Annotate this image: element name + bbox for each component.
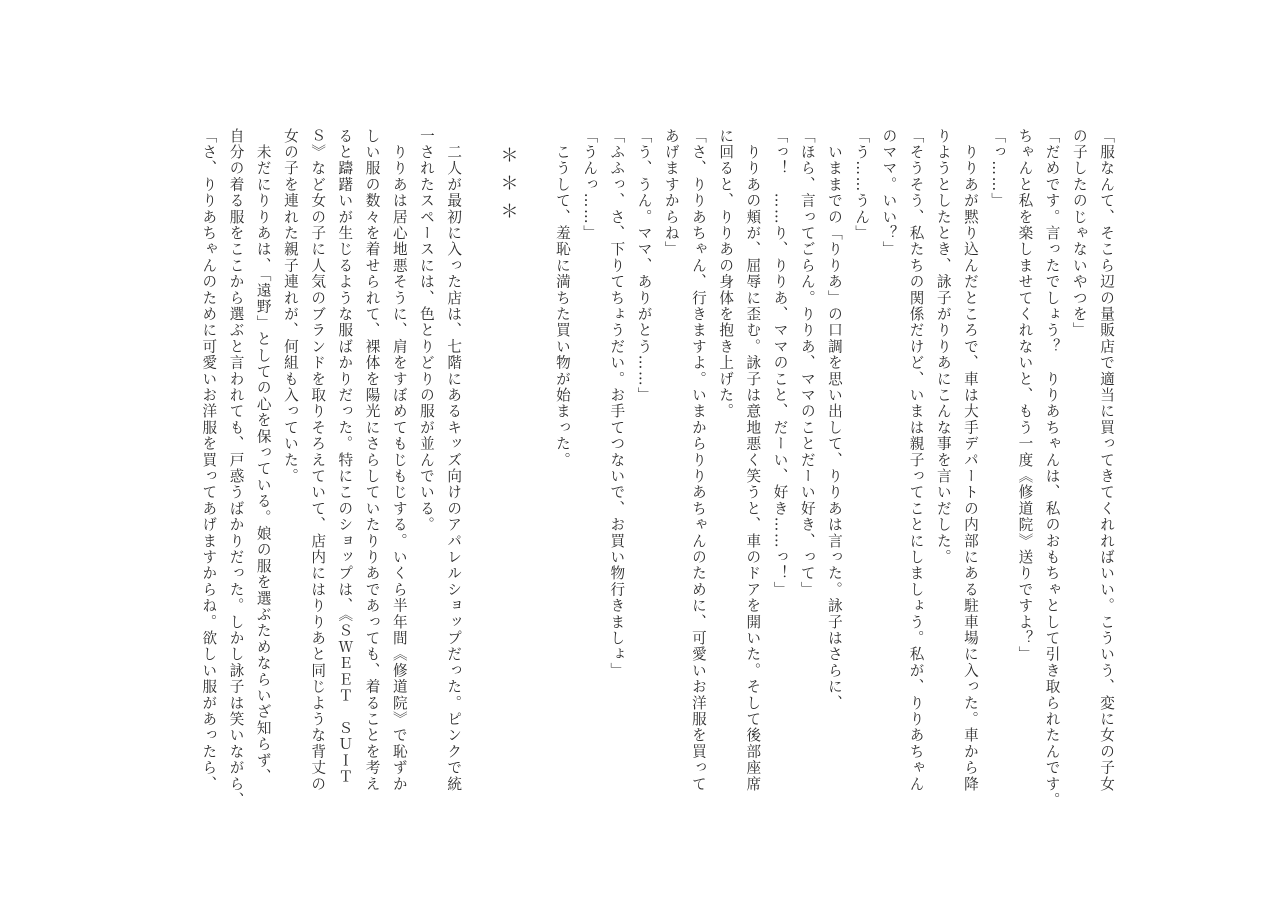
text-line: ると躊躇いが生じるような服ばかりだった。特にこのショップは、《ＳＷＥＥＴ ＳＵＩＴ bbox=[336, 128, 354, 785]
blank-line bbox=[467, 128, 494, 778]
text-line: 「そうそう、私たちの関係だけど、いまは親子ってことにしましょう。私が、りりあちゃん bbox=[907, 128, 925, 793]
text-line: 「っ……」 bbox=[989, 128, 1007, 209]
text-line: 女の子を連れた親子連れが、何組も入っていた。 bbox=[281, 128, 299, 485]
text-line: 一されたスペースには、色とりどりの服が並んでいる。 bbox=[417, 128, 435, 533]
text-line: 「服なんて、そこら辺の量販店で適当に買ってきてくれればいい。こういう、変に女の子女 bbox=[1098, 128, 1115, 793]
text-line: のママ。いい？」 bbox=[880, 128, 898, 258]
blank-line bbox=[522, 128, 549, 778]
text-line: 二人が最初に入った店は、七階にあるキッズ向けのアパレルショップだった。ピンクで統 bbox=[445, 128, 463, 793]
text-line: りりあが黙り込んだところで、車は大手デパートの内部にある駐車場に入った。車から降 bbox=[961, 128, 979, 793]
text-line: ちゃんと私を楽しませてくれないと、もう一度《修道院》送りですよ？」 bbox=[1016, 128, 1034, 663]
text-line: しい服の数々を着せられて、裸体を陽光にさらしていたりりあであっても、着ることを考え bbox=[363, 128, 381, 793]
text-line: に回ると、りりあの身体を抱き上げた。 bbox=[717, 128, 735, 420]
text-line: 「うんっ……」 bbox=[581, 128, 599, 242]
text-line: 「ふふっ、さ、下りてちょうだい。お手てつないで、お買い物行きましょ」 bbox=[608, 128, 626, 679]
text-line: 自分の着る服をここから選ぶと言われても、戸惑うばかりだった。しかし詠子は笑いながら、 bbox=[227, 128, 245, 809]
text-line: 未だにりりあは、「遠野」としての心を保っている。娘の服を選ぶためならいざ知らず、 bbox=[254, 128, 272, 785]
section-separator: ＊＊＊ bbox=[497, 146, 519, 230]
text-line: りようとしたとき、詠子がりりあにこんな事を言いだした。 bbox=[934, 128, 952, 566]
text-line: 「だめです。言ったでしょう？ りりあちゃんは、私のおもちゃとして引き取られたんです。 bbox=[1043, 128, 1061, 809]
text-line: あげますからね」 bbox=[662, 128, 680, 258]
text-line: Ｓ》など女の子に人気のブランドを取りそろえていて、店内にはりりあと同じような背丈の bbox=[309, 128, 327, 793]
text-line: の子したのじゃないやつを」 bbox=[1070, 128, 1088, 339]
vertical-text-body bbox=[195, 128, 1120, 809]
text-line: 「さ、りりあちゃん、行きますよ。いまからりりあちゃんのために、可愛いお洋服を買って bbox=[689, 128, 707, 793]
text-line: 「う……うん」 bbox=[853, 128, 871, 242]
text-line: 「ほら、言ってごらん。りりあ、ママのことだーい好き、って」 bbox=[798, 128, 816, 598]
text-line: 「う、うん。ママ、ありがとう……」 bbox=[635, 128, 653, 404]
text-line: りりあの頬が、屈辱に歪む。詠子は意地悪く笑うと、車のドアを開いた。そして後部座席 bbox=[744, 128, 762, 793]
text-line: いままでの「りりあ」の口調を思い出して、りりあは言った。詠子はさらに、 bbox=[825, 128, 843, 712]
text-line: りりあは居心地悪そうに、肩をすぼめてもじもじする。いくら半年間《修道院》で恥ずか bbox=[390, 128, 408, 793]
text-line: 「っ！ ……り、りりあ、ママのこと、だーい、好き……っ！」 bbox=[771, 128, 789, 598]
text-line: こうして、羞恥に満ちた買い物が始まった。 bbox=[553, 128, 571, 469]
text-line: 「さ、りりあちゃんのために可愛いお洋服を買ってあげますからね。欲しい服があったら、 bbox=[200, 128, 218, 793]
